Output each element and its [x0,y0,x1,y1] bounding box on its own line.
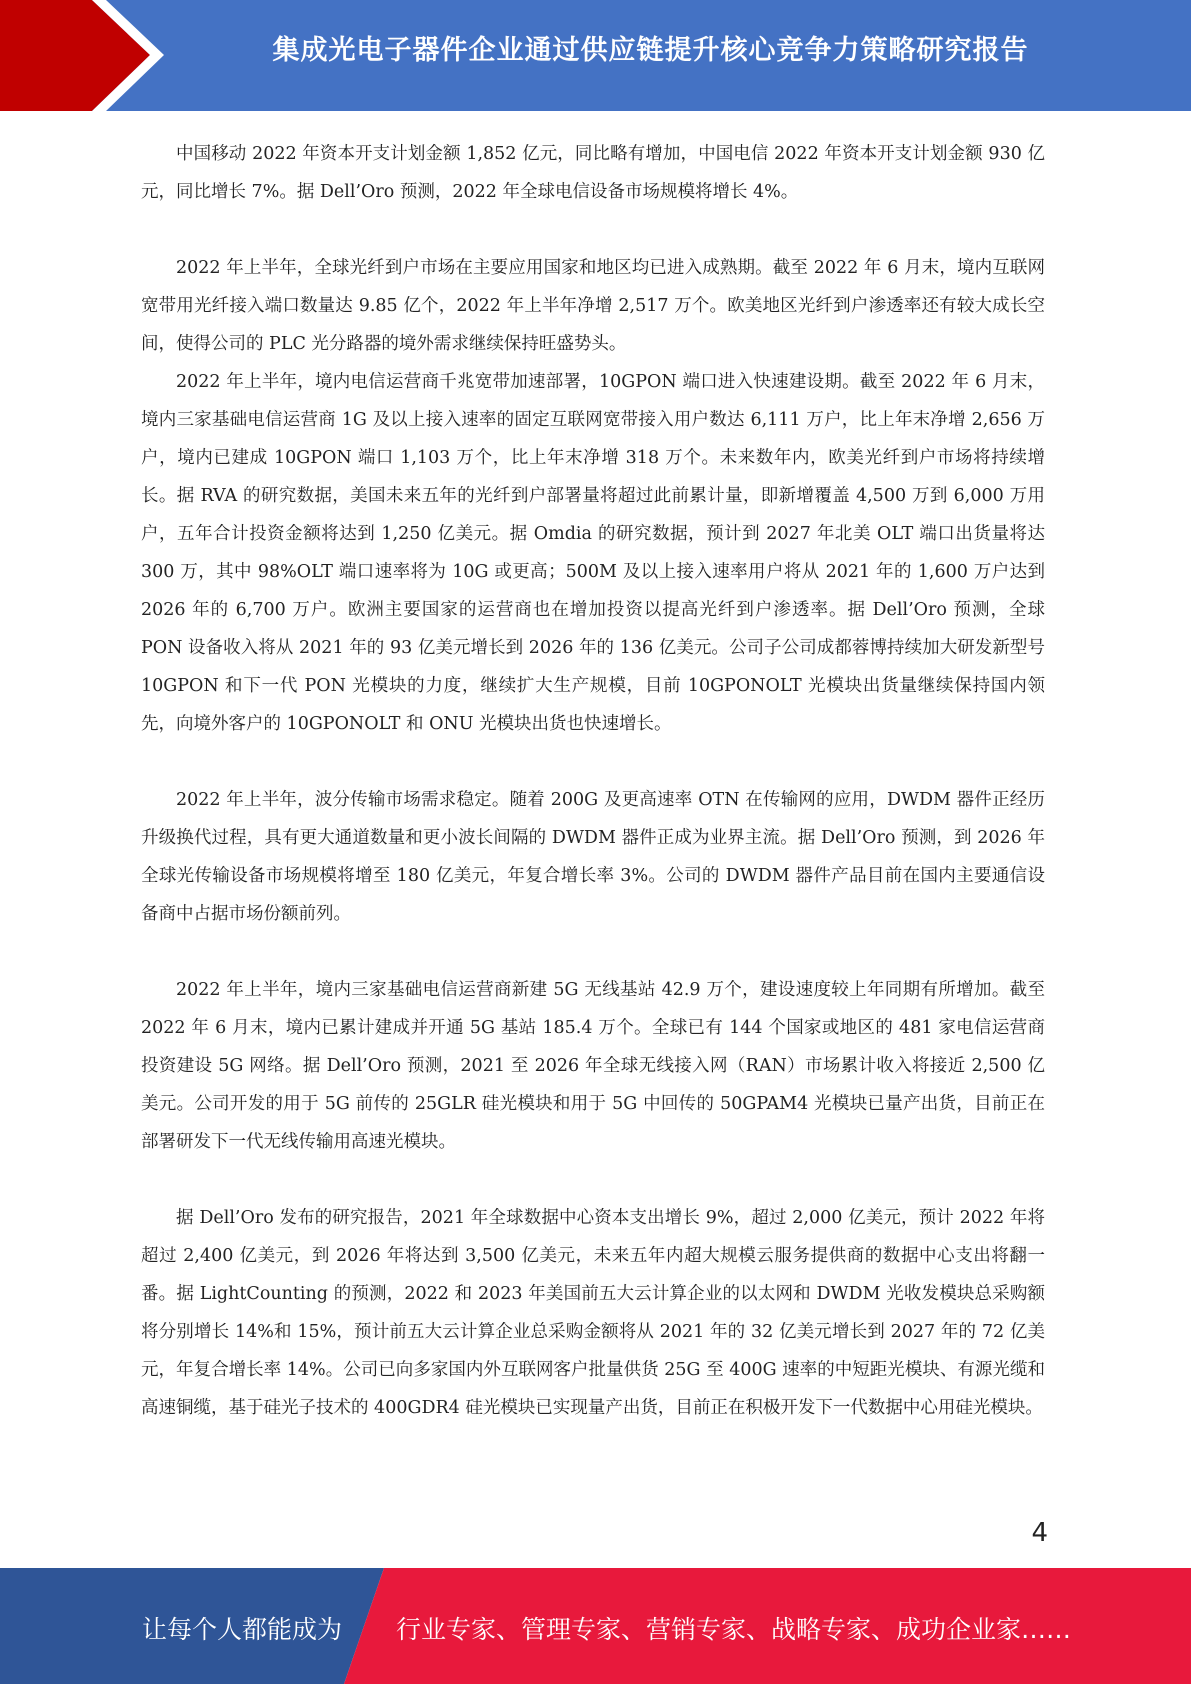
page-number: 4 [1031,1518,1048,1548]
document-body [141,135,1045,1427]
report-title: 集成光电子器件企业通过供应链提升核心竞争力策略研究报告 [272,35,1029,66]
page-footer [0,1568,1191,1684]
paragraph-5g: 2022 年上半年，境内三家基础电信运营商新建 5G 无线基站 42.9 万个，建设速度较上年同期有所增加。截至 2022 年 6 月末，境内已累计建成并开通 5G 基站 185.4 万个。全球已有 144 个国家或地区的 481 家电信运营商投资建设 5G 网络。据 Dell’Oro 预测，2021 至 2026 年全球无线接入网（RAN）市场累计收入将接近 2,500 亿美元。公司开发的用于 5G 前传的 25GLR 硅光模块和用于 5G 中回传的 50GPAM4 光模块已量产出货，目前正在部署研发下一代无线传输用高速光模块。 [141,980,1045,1152]
header-red-chevron [0,0,150,111]
paragraph-capex: 中国移动 2022 年资本开支计划金额 1,852 亿元，同比略有增加，中国电信 2022 年资本开支计划金额 930 亿元，同比增长 7%。据 Dell’Oro 预测，2022 年全球电信设备市场规模将增长 4%。 [141,144,1045,202]
paragraph-datacenter: 据 Dell’Oro 发布的研究报告，2021 年全球数据中心资本支出增长 9%，超过 2,000 亿美元，预计 2022 年将超过 2,400 亿美元，到 2026 年将达到 3,500 亿美元，未来五年内超大规模云服务提供商的数据中心支出将翻一番。据 LightCounting 的预测，2022 和 2023 年美国前五大云计算企业的以太网和 DWDM 光收发模块总采购额将分别增长 14%和 15%，预计前五大云计算企业总采购金额将从 2021 年的 32 亿美元增长到 2027 年的 72 亿美元，年复合增长率 14%。公司已向多家国内外互联网客户批量供货 25G 至 400G 速率的中短距光模块、有源光缆和高速铜缆，基于硅光子技术的 400GDR4 硅光模块已实现量产出货，目前正在积极开发下一代数据中心用硅光模块。 [141,1208,1045,1418]
footer-slogan-right: 行业专家、管理专家、营销专家、战略专家、成功企业家…… [396,1615,1072,1644]
footer-slogan-left: 让每个人都能成为 [142,1615,343,1644]
paragraph-ftth: 2022 年上半年，全球光纤到户市场在主要应用国家和地区均已进入成熟期。截至 2022 年 6 月末，境内互联网宽带用光纤接入端口数量达 9.85 亿个，2022 年上半年净增 2,517 万个。欧美地区光纤到户渗透率还有较大成长空间，使得公司的 PLC 光分路器的境外需求继续保持旺盛势头。 [141,258,1045,354]
page-header [0,0,1191,111]
paragraph-10gpon: 2022 年上半年，境内电信运营商千兆宽带加速部署，10GPON 端口进入快速建设期。截至 2022 年 6 月末，境内三家基础电信运营商 1G 及以上接入速率的固定互联网宽带接入用户数达 6,111 万户，比上年末净增 2,656 万户，境内已建成 10GPON 端口 1,103 万个，比上年末净增 318 万个。未来数年内，欧美光纤到户市场将持续增长。据 RVA 的研究数据，美国未来五年的光纤到户部署量将超过此前累计量，即新增覆盖 4,500 万到 6,000 万用户，五年合计投资金额将达到 1,250 亿美元。据 Omdia 的研究数据，预计到 2027 年北美 OLT 端口出货量将达 300 万，其中 98%OLT 端口速率将为 10G 或更高；500M 及以上接入速率用户将从 2021 年的 1,600 万户达到 2026 年的 6,700 万户。欧洲主要国家的运营商也在增加投资以提高光纤到户渗透率。据 Dell’Oro 预测，全球 PON 设备收入将从 2021 年的 93 亿美元增长到 2026 年的 136 亿美元。公司子公司成都蓉博持续加大研发新型号 10GPON 和下一代 PON 光模块的力度，继续扩大生产规模，目前 10GPONOLT 光模块出货量继续保持国内领先，向境外客户的 10GPONOLT 和 ONU 光模块出货也快速增长。 [141,372,1045,734]
paragraph-dwdm: 2022 年上半年，波分传输市场需求稳定。随着 200G 及更高速率 OTN 在传输网的应用，DWDM 器件正经历升级换代过程，具有更大通道数量和更小波长间隔的 DWDM 器件正成为业界主流。据 Dell’Oro 预测，到 2026 年全球光传输设备市场规模将增至 180 亿美元，年复合增长率 3%。公司的 DWDM 器件产品目前在国内主要通信设备商中占据市场份额前列。 [141,790,1045,924]
